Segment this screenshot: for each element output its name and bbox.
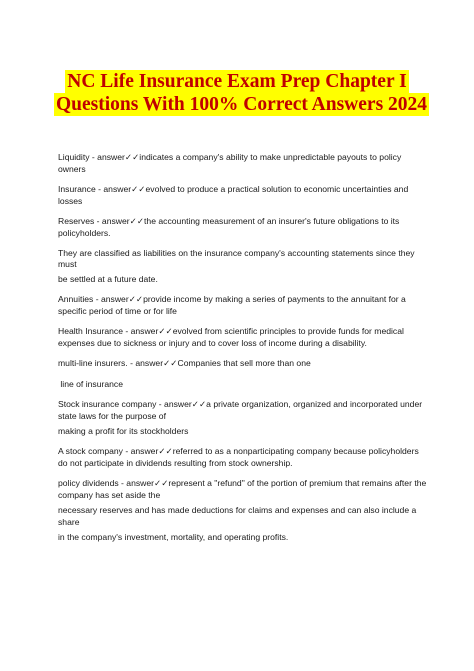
check-mark-icon: ✓✓ bbox=[158, 447, 173, 457]
paragraph-text: line of insurance bbox=[58, 379, 123, 389]
check-mark-icon: ✓✓ bbox=[158, 327, 173, 338]
paragraph-text: They are classified as liabilities on the insurance company's accounting statements since they must bbox=[58, 248, 415, 270]
entry-policy-dividends bbox=[58, 478, 430, 501]
document-body bbox=[58, 152, 430, 552]
entry-term: A stock company bbox=[58, 446, 123, 456]
entry-definition: referred to as a nonparticipating company because policyholders do not participate in dividends resulting from stock ownership. bbox=[58, 446, 419, 469]
entry-separator: - answer bbox=[127, 358, 164, 369]
entry-separator: - answer bbox=[122, 446, 159, 456]
entry-annuities bbox=[58, 294, 430, 317]
check-mark-icon: ✓✓ bbox=[191, 399, 207, 410]
entry-insurance bbox=[58, 184, 430, 207]
paragraph-text: necessary reserves and has made deductions for claims and expenses and can also include a share bbox=[58, 505, 417, 527]
entry-liquidity bbox=[58, 152, 430, 175]
entry-definition: evolved from scientific principles to provide funds for medical expenses due to sickness or injury and to cover loss of income during a disability. bbox=[58, 326, 404, 349]
entry-definition: evolved to produce a practical solution to economic uncertainties and losses bbox=[58, 184, 409, 207]
document-title bbox=[54, 70, 428, 116]
entry-term: policy dividends bbox=[58, 478, 119, 488]
entry-stock-company bbox=[58, 446, 430, 469]
entry-separator: - answer bbox=[93, 294, 129, 305]
entry-definition: indicates a company's ability to make unpredictable payouts to policy owners bbox=[58, 152, 402, 175]
entry-term: Annuities bbox=[58, 294, 94, 305]
title-line-2: Questions With 100% Correct Answers 2024 bbox=[56, 94, 428, 115]
title-line-1: NC Life Insurance Exam Prep Chapter I bbox=[67, 71, 407, 92]
entry-separator: - answer bbox=[118, 478, 155, 488]
check-mark-icon: ✓✓ bbox=[154, 479, 169, 489]
entry-term: multi-line insurers. bbox=[58, 358, 128, 369]
entry-health-insurance bbox=[58, 326, 430, 349]
paragraph-text: be settled at a future date. bbox=[58, 274, 158, 285]
check-mark-icon: ✓✓ bbox=[163, 359, 178, 370]
entry-separator: - answer bbox=[122, 326, 159, 337]
entry-definition: Companies that sell more than one bbox=[177, 358, 311, 369]
check-mark-icon: ✓✓ bbox=[124, 153, 140, 163]
check-mark-icon: ✓✓ bbox=[128, 295, 144, 306]
entry-term: Stock insurance company bbox=[58, 398, 157, 409]
check-mark-icon: ✓✓ bbox=[131, 185, 146, 195]
entry-multi-line-insurers bbox=[58, 358, 430, 370]
entry-stock-insurance-company bbox=[58, 399, 430, 422]
entry-definition: a private organization, organized and incorporated under state laws for the purpose of bbox=[58, 398, 423, 421]
entry-separator: - answer bbox=[89, 152, 125, 162]
entry-separator: - answer bbox=[94, 216, 130, 226]
check-mark-icon: ✓✓ bbox=[129, 217, 145, 227]
entry-term: Reserves bbox=[58, 216, 95, 226]
entry-definition: represent a "refund" of the portion of premium that remains after the company has set aside the bbox=[58, 478, 427, 501]
paragraph-text: making a profit for its stockholders bbox=[58, 426, 189, 437]
entry-separator: - answer bbox=[95, 184, 132, 194]
entry-definition: the accounting measurement of an insurer's future obligations to its policyholders. bbox=[58, 216, 400, 239]
entry-separator: - answer bbox=[156, 398, 192, 409]
entry-definition: provide income by making a series of payments to the annuitant for a specific period of time or for life bbox=[58, 294, 406, 317]
paragraph-text: in the company's investment, mortality, and operating profits. bbox=[58, 531, 289, 542]
entry-term: Insurance bbox=[58, 184, 96, 194]
entry-term: Liquidity bbox=[58, 152, 90, 162]
entry-term: Health Insurance bbox=[58, 326, 123, 337]
entry-reserves bbox=[58, 216, 430, 239]
